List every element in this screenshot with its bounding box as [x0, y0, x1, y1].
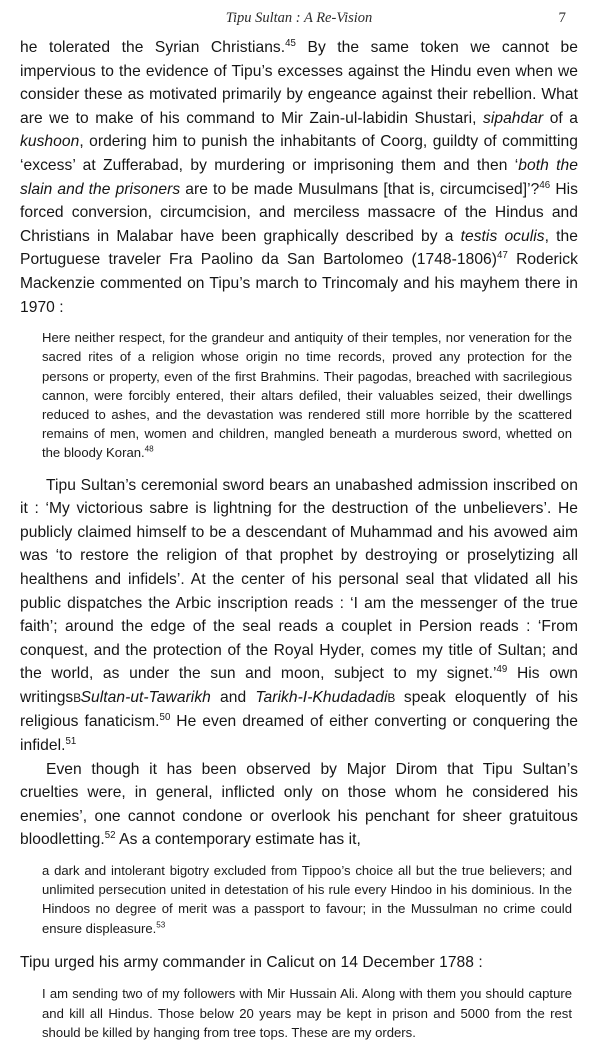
quote-text: Here neither respect, for the grandeur and antiquity of their temples, nor veneration for the sacred rites of a religion whose origin no time records, proved any protection for the persons or property, even of the first Brahmins. Their pagodas, breached with sacrilegious cannon, were forcibly entered, their altars defiled, their valuables seized, their dwellings reduced to ashes, and the devastation was rendered still more horrible by the scattered remains of men, women and children, mangled beneath a murderous sword, whetted on the bloody Koran. [42, 330, 572, 461]
footnote-ref: 47 [497, 250, 508, 262]
running-header [20, 0, 578, 36]
text-run: By the same token we cannot be impervious to the evidence of Tipu’s excesses against the Hindu even when we consider these as motivated primarily by engeance against their rebellion. What are we to make of his command to Mir Zain-ul-labidin Shustari, [20, 39, 578, 127]
text-run: , ordering him to punish the inhabitants of Coorg, guildty of committing ‘excess’ at Zufferabad, by murdering or imprisoning them and then ‘ [20, 133, 578, 174]
text-run: Roderick Mackenzie commented on Tipu’s march to Trincomaly and his mayhem there in 1970 : [20, 251, 578, 316]
text-run: His forced conversion, circumcision, and merciless massacre of the Hindus and Christians in Malabar have been graphically described by a [20, 180, 579, 245]
footnote-ref: 53 [156, 920, 166, 930]
block-quote [42, 861, 572, 938]
page-number: 7 [558, 10, 566, 26]
separator-glyph: B [73, 691, 81, 705]
text-run: of a [543, 109, 579, 127]
body-paragraph [20, 474, 578, 758]
footnote-ref: 46 [539, 179, 551, 191]
quote-text: a dark and intolerant bigotry excluded from Tippoo’s choice all but the true believers; and unlimited persecution united in detestation of his rule every Hindoo in his dominious. In the Hindoos no degree of merit was a passport to favour; in the Mussulman no crime could ensure displeasure. [42, 863, 572, 936]
footnote-ref: 48 [144, 444, 154, 454]
body-paragraph [20, 951, 578, 975]
text-run: he tolerated the Syrian Christians. [20, 39, 286, 56]
italic-term: kushoon [20, 133, 80, 151]
text-run: and [210, 688, 256, 706]
footnote-ref: 49 [496, 664, 508, 676]
quote-text: I am sending two of my followers with Mir Hussain Ali. Along with them you should capture and kill all Hindus. Those below 20 years may be kept in prison and 5000 from the rest should be killed by hanging from tree tops. These are my orders. [42, 986, 572, 1040]
block-quote [42, 984, 572, 1042]
text-run: speak eloquently of his religious fanaticism. [20, 688, 578, 731]
text-run: Tipu Sultan’s ceremonial sword bears an unabashed admission inscribed on it : ‘My victorious sabre is lightning for the destruction of the unbelievers’. He publicly claimed himself to be a descendant of Muhammad and his avowed aim was ‘to restore the religion of that prophet by destroying or proselytizing all healthens and infidels’. At the center of his personal seal that vlidated all his public dispatches the Arbic inscription reads : ‘I am the messenger of the true faith’; around the edge of the seal reads a couplet in Persion reads : ‘From conquest, and the protection of the Royal Hyder, comes my title of Sultan; and the world, as under the sun and moon, subject to my signet.’ [20, 476, 578, 683]
italic-title: Tarikh-I-Khudadadi [255, 688, 388, 706]
footnote-ref: 45 [285, 37, 296, 49]
italic-term: sipahdar [483, 109, 544, 127]
footnote-ref: 50 [159, 712, 171, 724]
body-paragraph [20, 36, 578, 319]
footnote-ref: 51 [65, 735, 77, 747]
text-run: , the Portuguese traveler Fra Paolino da San Bartolomeo (1748-1806) [20, 227, 578, 269]
italic-title: Sultan-ut-Tawarikh [80, 688, 211, 706]
italic-quote: both the slain and the prisoners [20, 156, 578, 198]
block-quote [42, 328, 572, 462]
separator-glyph: B [387, 691, 395, 705]
text-run: Tipu urged his army commander in Calicut on 14 December 1788 : [20, 953, 483, 971]
footnote-ref: 52 [104, 830, 116, 842]
text-run: He even dreamed of either converting or conquering the infidel. [20, 713, 578, 755]
text-run: are to be made Musulmans [that is, circumcised]’? [180, 180, 540, 198]
text-run: Even though it has been observed by Major Dirom that Tipu Sultan’s cruelties were, in general, inflicted only on those whom he considered his enemies’, one cannot condone or overlook his penchant for sheer gratuitous bloodletting. [20, 760, 578, 849]
italic-term: testis oculis [460, 227, 545, 245]
body-paragraph [20, 758, 578, 852]
text-run: As a contemporary estimate has it, [115, 831, 361, 849]
text-run: His own writings [20, 665, 578, 706]
running-title: Tipu Sultan : A Re-Vision [225, 10, 373, 26]
